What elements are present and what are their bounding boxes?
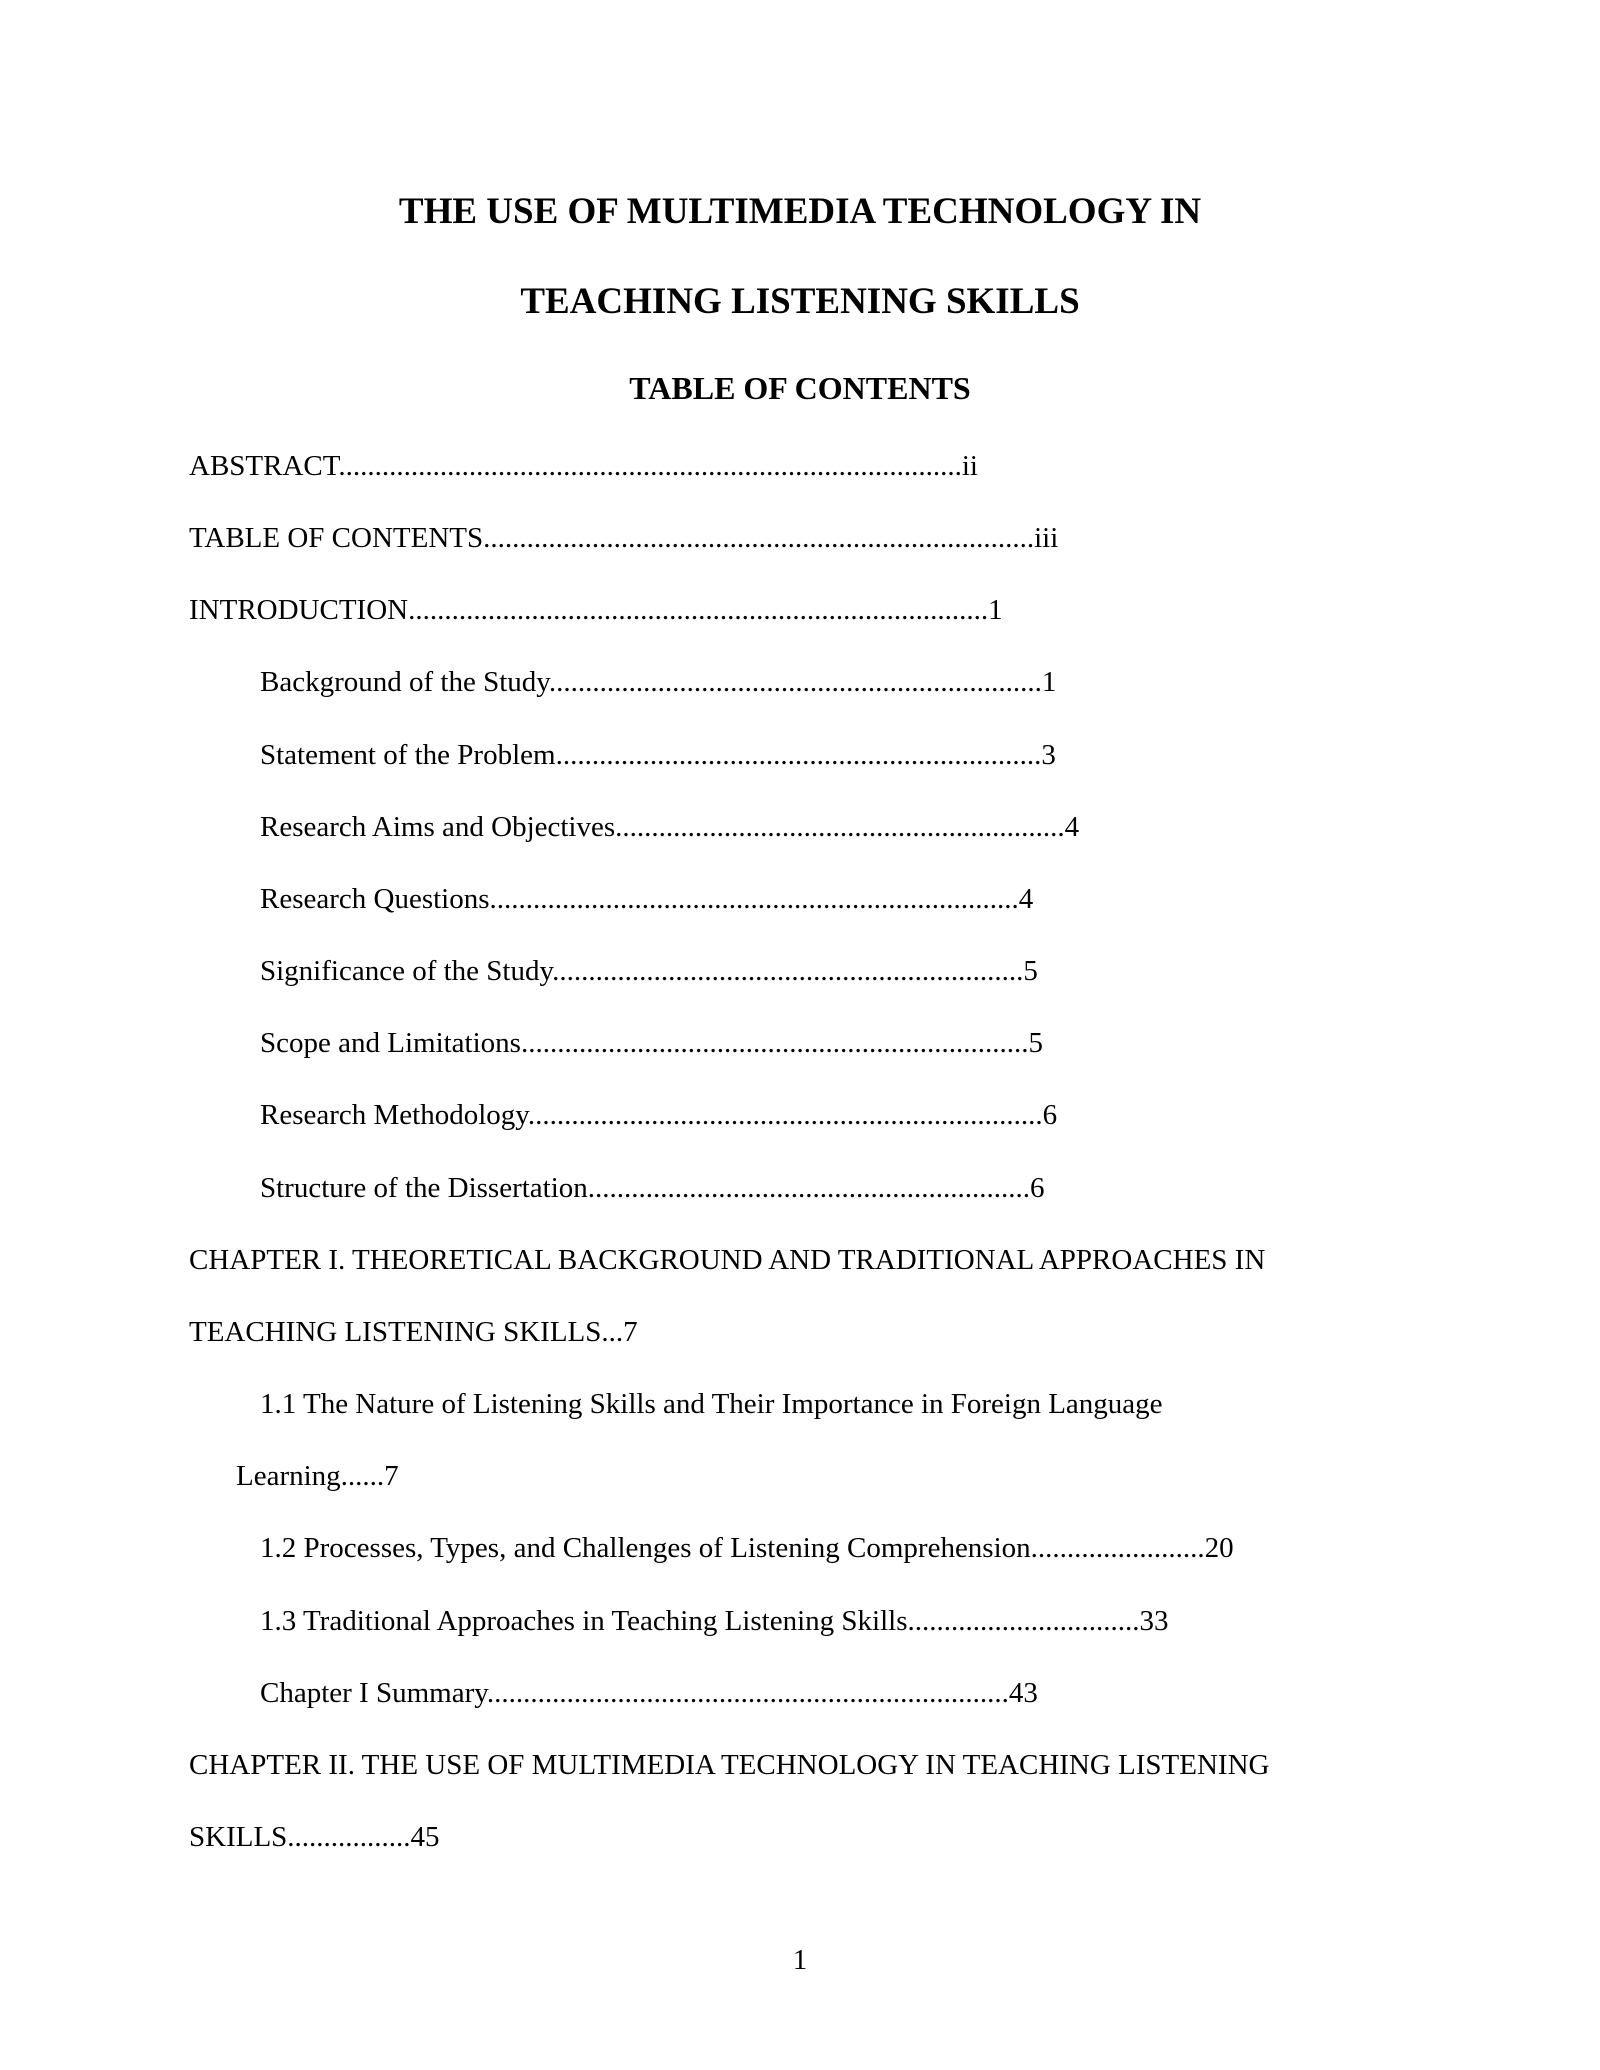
- toc-entry-methodology: Research Methodology.......................................................................6: [260, 1099, 1058, 1131]
- toc-entry-introduction: INTRODUCTION................................................................................1: [189, 594, 1003, 626]
- toc-entry-section-1-3: 1.3 Traditional Approaches in Teaching Listening Skills................................33: [260, 1605, 1169, 1637]
- toc-entry-chapter-1-summary: Chapter I Summary........................................................................43: [260, 1677, 1038, 1709]
- toc-entry-abstract: ABSTRACT......................................................................................ii: [189, 450, 978, 482]
- toc-entry-section-1-2: 1.2 Processes, Types, and Challenges of Listening Comprehension........................20: [260, 1532, 1234, 1564]
- toc-entry-table-of-contents: TABLE OF CONTENTS............................................................................iii: [189, 522, 1059, 554]
- toc-entry-section-1-1-line-2: Learning......7: [236, 1460, 399, 1492]
- document-title-line-2: TEACHING LISTENING SKILLS: [520, 281, 1080, 322]
- toc-entry-chapter-1-line-2: TEACHING LISTENING SKILLS...7: [189, 1316, 638, 1348]
- toc-entry-background: Background of the Study....................................................................1: [260, 666, 1057, 698]
- toc-entry-structure: Structure of the Dissertation.............................................................6: [260, 1172, 1045, 1204]
- toc-heading: TABLE OF CONTENTS: [629, 370, 971, 406]
- toc-entry-aims-objectives: Research Aims and Objectives..............................................................4: [260, 811, 1080, 843]
- toc-entry-significance: Significance of the Study.................................................................5: [260, 955, 1038, 987]
- toc-entry-research-questions: Research Questions.........................................................................4: [260, 883, 1034, 915]
- toc-entry-chapter-1-line-1: CHAPTER I. THEORETICAL BACKGROUND AND TRADITIONAL APPROACHES IN: [189, 1244, 1266, 1276]
- toc-entry-chapter-2-line-2: SKILLS.................45: [189, 1821, 440, 1853]
- toc-entry-statement-of-problem: Statement of the Problem...................................................................3: [260, 739, 1056, 771]
- toc-entry-section-1-1-line-1: 1.1 The Nature of Listening Skills and Their Importance in Foreign Language: [260, 1388, 1163, 1420]
- toc-entry-chapter-2-line-1: CHAPTER II. THE USE OF MULTIMEDIA TECHNOLOGY IN TEACHING LISTENING: [189, 1749, 1270, 1781]
- document-title-line-1: THE USE OF MULTIMEDIA TECHNOLOGY IN: [398, 191, 1202, 232]
- page-number: 1: [792, 1944, 808, 1976]
- toc-entry-scope-limitations: Scope and Limitations......................................................................5: [260, 1027, 1043, 1059]
